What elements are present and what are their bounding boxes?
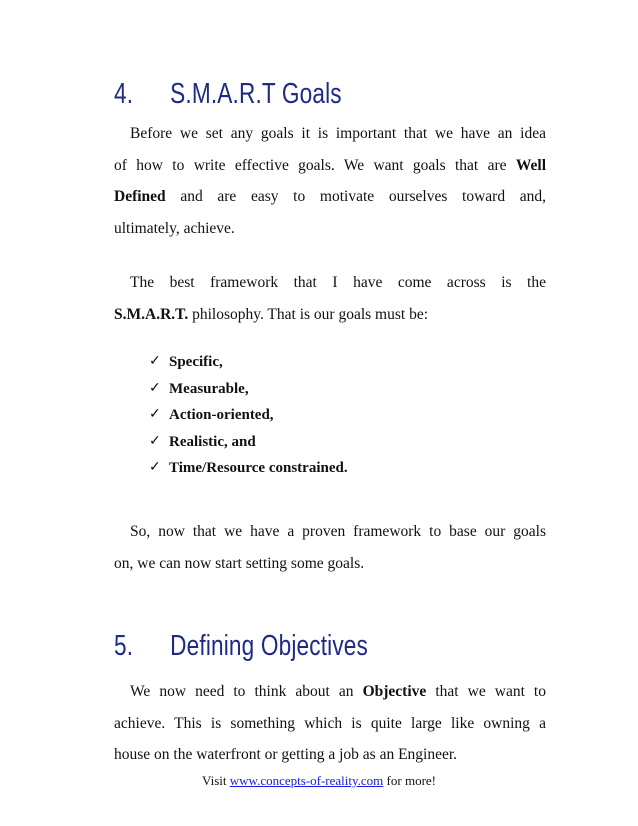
bold-term: S.M.A.R.T.	[114, 305, 189, 323]
bold-term: Objective	[362, 683, 427, 700]
conclusion-paragraph	[114, 516, 546, 579]
para-text: philosophy. That is our goals must be:	[188, 305, 429, 323]
para-text: and are easy to motivate ourselves toward and,	[165, 188, 546, 205]
list-item-label: Time/Resource constrained.	[169, 460, 348, 476]
checkmark-icon: ✓	[149, 354, 161, 369]
para-text: on, we can now start setting some goals.	[114, 554, 365, 572]
list-item	[149, 376, 348, 403]
footer-website-link[interactable]: www.concepts-of-reality.com	[229, 773, 384, 788]
section-4-title: S.M.A.R.T Goals	[170, 78, 342, 110]
section-5-number: 5.	[114, 630, 134, 662]
list-item-label: Action-oriented,	[169, 407, 274, 423]
list-item	[149, 349, 348, 376]
list-item-label: Realistic, and	[169, 433, 256, 450]
section-4-number: 4.	[114, 78, 134, 110]
para-text: So, now that we have a proven framework to base our goals	[130, 523, 546, 540]
list-item	[149, 429, 348, 456]
section-4-heading	[114, 78, 342, 111]
section-5-heading	[114, 630, 368, 663]
section-5-title: Defining Objectives	[170, 630, 369, 662]
para-text: that we want to	[426, 683, 546, 700]
list-item-label: Measurable,	[169, 380, 249, 397]
footer-prefix: Visit	[202, 773, 230, 788]
para-text: Before we set any goals it is important that we have an idea	[130, 125, 546, 142]
smart-checklist	[149, 349, 348, 482]
framework-paragraph	[114, 267, 546, 330]
checkmark-icon: ✓	[149, 433, 161, 449]
bold-term: Well	[515, 156, 546, 174]
list-item	[149, 402, 348, 429]
para-text: house on the waterfront or getting a job as an Engineer.	[114, 746, 458, 763]
checkmark-icon: ✓	[149, 460, 161, 475]
bold-term: Defined	[114, 188, 166, 205]
list-item-label: Specific,	[169, 354, 223, 370]
list-item	[149, 455, 348, 482]
checkmark-icon: ✓	[149, 407, 161, 422]
smart-intro-paragraph	[114, 118, 546, 244]
para-text: The best framework that I have come across is the	[130, 274, 546, 291]
para-text: of how to write effective goals. We want goals that are	[114, 156, 516, 174]
para-text: We now need to think about an	[130, 683, 363, 700]
para-text: achieve. This is something which is quite large like owning a	[114, 714, 546, 732]
page-footer	[0, 773, 638, 789]
objective-paragraph	[114, 676, 546, 771]
checkmark-icon: ✓	[149, 380, 161, 396]
para-text: ultimately, achieve.	[114, 219, 235, 237]
footer-suffix: for more!	[383, 773, 436, 788]
